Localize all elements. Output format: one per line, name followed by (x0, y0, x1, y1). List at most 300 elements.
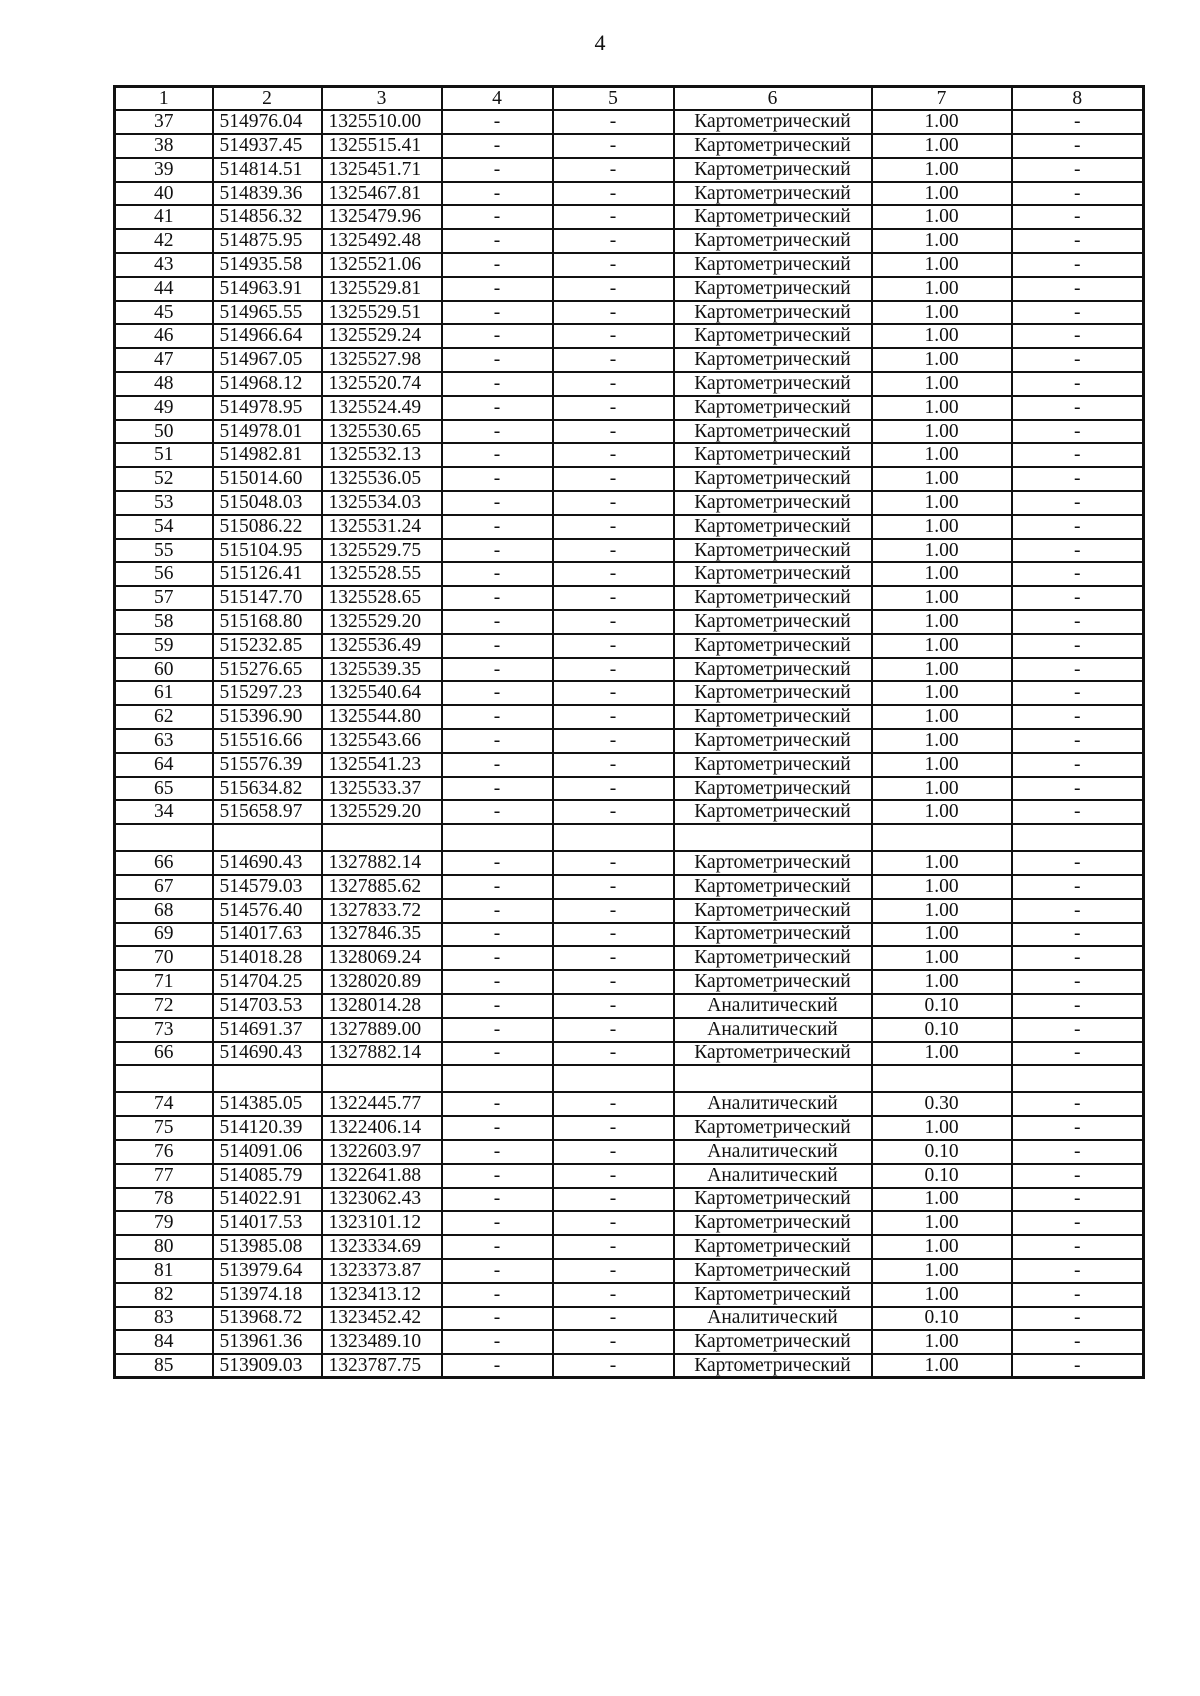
y-coordinate-cell: 1325539.35 (322, 658, 442, 682)
column-4-cell: - (442, 443, 553, 467)
method-cell: Картометрический (674, 562, 872, 586)
table-row (115, 658, 1144, 682)
y-coordinate-cell: 1325529.24 (322, 324, 442, 348)
column-4-cell: - (442, 875, 553, 899)
y-coordinate-cell: 1323452.42 (322, 1307, 442, 1331)
column-4-cell: - (442, 134, 553, 158)
column-4-cell: - (442, 205, 553, 229)
column-4-cell: - (442, 946, 553, 970)
y-coordinate-cell: 1325532.13 (322, 443, 442, 467)
method-cell: Картометрический (674, 1354, 872, 1378)
column-5-cell: - (553, 182, 674, 206)
point-number-cell: 45 (115, 301, 213, 325)
table-row (115, 1065, 1144, 1092)
column-5-cell: - (553, 324, 674, 348)
point-number-cell: 44 (115, 277, 213, 301)
table-row (115, 634, 1144, 658)
method-cell (674, 1065, 872, 1092)
column-5-cell: - (553, 1018, 674, 1042)
point-number-cell: 66 (115, 1042, 213, 1066)
x-coordinate-cell: 514085.79 (213, 1164, 322, 1188)
y-coordinate-cell: 1325529.20 (322, 800, 442, 824)
column-5-cell: - (553, 396, 674, 420)
column-8-cell (1012, 1065, 1144, 1092)
table-row (115, 753, 1144, 777)
y-coordinate-cell: 1325533.37 (322, 777, 442, 801)
method-cell: Аналитический (674, 1307, 872, 1331)
column-5-cell: - (553, 681, 674, 705)
point-number-cell: 50 (115, 420, 213, 444)
column-8-cell: - (1012, 372, 1144, 396)
x-coordinate-cell: 513968.72 (213, 1307, 322, 1331)
y-coordinate-cell: 1325510.00 (322, 110, 442, 134)
column-4-cell: - (442, 110, 553, 134)
x-coordinate-cell: 515168.80 (213, 610, 322, 634)
column-8-cell: - (1012, 134, 1144, 158)
column-8-cell: - (1012, 1140, 1144, 1164)
table-row (115, 229, 1144, 253)
y-coordinate-cell: 1327882.14 (322, 1042, 442, 1066)
method-cell: Картометрический (674, 1330, 872, 1354)
method-cell: Картометрический (674, 634, 872, 658)
point-number-cell: 72 (115, 994, 213, 1018)
point-number-cell: 76 (115, 1140, 213, 1164)
y-coordinate-cell: 1325529.20 (322, 610, 442, 634)
x-coordinate-cell: 514690.43 (213, 1042, 322, 1066)
column-8-cell: - (1012, 420, 1144, 444)
y-coordinate-cell: 1325515.41 (322, 134, 442, 158)
y-coordinate-cell: 1325527.98 (322, 348, 442, 372)
point-number-cell: 62 (115, 705, 213, 729)
column-5-cell: - (553, 1116, 674, 1140)
table-body (115, 110, 1144, 1378)
accuracy-cell: 1.00 (872, 1259, 1012, 1283)
table-row (115, 443, 1144, 467)
y-coordinate-cell: 1325492.48 (322, 229, 442, 253)
y-coordinate-cell: 1327833.72 (322, 899, 442, 923)
method-cell: Аналитический (674, 994, 872, 1018)
column-4-cell: - (442, 681, 553, 705)
column-4-cell: - (442, 634, 553, 658)
point-number-cell: 55 (115, 539, 213, 563)
table-row (115, 1140, 1144, 1164)
column-8-cell: - (1012, 753, 1144, 777)
accuracy-cell: 1.00 (872, 1042, 1012, 1066)
x-coordinate-cell: 514017.63 (213, 923, 322, 947)
column-4-cell: - (442, 899, 553, 923)
column-8-cell: - (1012, 324, 1144, 348)
point-number-cell: 34 (115, 800, 213, 824)
accuracy-cell: 1.00 (872, 729, 1012, 753)
column-5-cell: - (553, 923, 674, 947)
accuracy-cell: 0.10 (872, 1164, 1012, 1188)
x-coordinate-cell: 514691.37 (213, 1018, 322, 1042)
column-8-cell: - (1012, 946, 1144, 970)
x-coordinate-cell: 514022.91 (213, 1188, 322, 1212)
point-number-cell: 66 (115, 851, 213, 875)
accuracy-cell: 1.00 (872, 562, 1012, 586)
x-coordinate-cell: 514978.95 (213, 396, 322, 420)
column-4-cell: - (442, 777, 553, 801)
point-number-cell: 61 (115, 681, 213, 705)
table-row (115, 1018, 1144, 1042)
y-coordinate-cell: 1322603.97 (322, 1140, 442, 1164)
point-number-cell: 79 (115, 1211, 213, 1235)
x-coordinate-cell: 514690.43 (213, 851, 322, 875)
method-cell: Картометрический (674, 586, 872, 610)
method-cell: Аналитический (674, 1092, 872, 1116)
x-coordinate-cell: 514875.95 (213, 229, 322, 253)
x-coordinate-cell: 515104.95 (213, 539, 322, 563)
column-8-cell: - (1012, 277, 1144, 301)
column-5-cell: - (553, 946, 674, 970)
table-row (115, 134, 1144, 158)
x-coordinate-cell (213, 1065, 322, 1092)
column-8-cell: - (1012, 1092, 1144, 1116)
column-5-cell: - (553, 134, 674, 158)
method-cell: Картометрический (674, 1235, 872, 1259)
column-8-cell: - (1012, 301, 1144, 325)
accuracy-cell: 1.00 (872, 539, 1012, 563)
column-4-cell: - (442, 800, 553, 824)
column-5-cell: - (553, 1092, 674, 1116)
table-row (115, 1188, 1144, 1212)
accuracy-cell: 1.00 (872, 681, 1012, 705)
y-coordinate-cell: 1323334.69 (322, 1235, 442, 1259)
column-5-cell: - (553, 515, 674, 539)
column-8-cell: - (1012, 205, 1144, 229)
y-coordinate-cell: 1327846.35 (322, 923, 442, 947)
table-row (115, 539, 1144, 563)
column-8-cell: - (1012, 491, 1144, 515)
y-coordinate-cell: 1325528.65 (322, 586, 442, 610)
y-coordinate-cell: 1323373.87 (322, 1259, 442, 1283)
column-8-cell: - (1012, 1164, 1144, 1188)
accuracy-cell: 1.00 (872, 800, 1012, 824)
column-8-cell: - (1012, 1354, 1144, 1378)
column-5-cell: - (553, 875, 674, 899)
column-header: 7 (872, 87, 1012, 111)
method-cell: Картометрический (674, 1211, 872, 1235)
column-header: 2 (213, 87, 322, 111)
column-4-cell: - (442, 396, 553, 420)
point-number-cell: 63 (115, 729, 213, 753)
point-number-cell: 81 (115, 1259, 213, 1283)
column-4-cell: - (442, 562, 553, 586)
accuracy-cell: 1.00 (872, 634, 1012, 658)
point-number-cell (115, 824, 213, 851)
y-coordinate-cell: 1325531.24 (322, 515, 442, 539)
y-coordinate-cell: 1328020.89 (322, 970, 442, 994)
x-coordinate-cell: 514091.06 (213, 1140, 322, 1164)
column-8-cell: - (1012, 705, 1144, 729)
column-5-cell: - (553, 1259, 674, 1283)
point-number-cell: 84 (115, 1330, 213, 1354)
method-cell: Картометрический (674, 1188, 872, 1212)
accuracy-cell: 1.00 (872, 705, 1012, 729)
coordinates-table (113, 85, 1145, 1379)
accuracy-cell: 1.00 (872, 1235, 1012, 1259)
point-number-cell: 48 (115, 372, 213, 396)
y-coordinate-cell: 1323413.12 (322, 1283, 442, 1307)
table-row (115, 1042, 1144, 1066)
column-8-cell: - (1012, 467, 1144, 491)
table-row (115, 467, 1144, 491)
column-5-cell: - (553, 562, 674, 586)
column-4-cell: - (442, 994, 553, 1018)
x-coordinate-cell: 514120.39 (213, 1116, 322, 1140)
table-row (115, 705, 1144, 729)
table-row (115, 851, 1144, 875)
table-row (115, 1283, 1144, 1307)
x-coordinate-cell: 515576.39 (213, 753, 322, 777)
column-5-cell: - (553, 1164, 674, 1188)
method-cell: Аналитический (674, 1140, 872, 1164)
x-coordinate-cell: 515086.22 (213, 515, 322, 539)
y-coordinate-cell: 1325528.55 (322, 562, 442, 586)
table-row (115, 324, 1144, 348)
column-8-cell: - (1012, 1259, 1144, 1283)
table-row (115, 875, 1144, 899)
column-5-cell: - (553, 777, 674, 801)
point-number-cell: 40 (115, 182, 213, 206)
method-cell: Картометрический (674, 324, 872, 348)
point-number-cell: 67 (115, 875, 213, 899)
point-number-cell: 68 (115, 899, 213, 923)
column-header: 1 (115, 87, 213, 111)
y-coordinate-cell: 1325540.64 (322, 681, 442, 705)
table-row (115, 824, 1144, 851)
method-cell (674, 824, 872, 851)
column-5-cell: - (553, 994, 674, 1018)
y-coordinate-cell: 1323101.12 (322, 1211, 442, 1235)
x-coordinate-cell: 513961.36 (213, 1330, 322, 1354)
column-8-cell: - (1012, 110, 1144, 134)
y-coordinate-cell: 1327889.00 (322, 1018, 442, 1042)
method-cell: Картометрический (674, 777, 872, 801)
column-5-cell: - (553, 301, 674, 325)
column-8-cell: - (1012, 681, 1144, 705)
x-coordinate-cell: 513909.03 (213, 1354, 322, 1378)
column-4-cell: - (442, 1354, 553, 1378)
accuracy-cell: 1.00 (872, 923, 1012, 947)
accuracy-cell: 1.00 (872, 110, 1012, 134)
column-5-cell: - (553, 634, 674, 658)
accuracy-cell: 1.00 (872, 1354, 1012, 1378)
point-number-cell: 78 (115, 1188, 213, 1212)
table-row (115, 729, 1144, 753)
column-4-cell: - (442, 1259, 553, 1283)
accuracy-cell: 1.00 (872, 753, 1012, 777)
column-8-cell: - (1012, 158, 1144, 182)
table-row (115, 372, 1144, 396)
x-coordinate-cell: 514966.64 (213, 324, 322, 348)
accuracy-cell: 1.00 (872, 946, 1012, 970)
y-coordinate-cell: 1325543.66 (322, 729, 442, 753)
column-5-cell: - (553, 851, 674, 875)
method-cell: Картометрический (674, 182, 872, 206)
column-5-cell: - (553, 705, 674, 729)
accuracy-cell: 1.00 (872, 610, 1012, 634)
column-4-cell: - (442, 515, 553, 539)
table-row (115, 253, 1144, 277)
accuracy-cell: 0.10 (872, 1018, 1012, 1042)
point-number-cell: 43 (115, 253, 213, 277)
y-coordinate-cell (322, 824, 442, 851)
y-coordinate-cell: 1325534.03 (322, 491, 442, 515)
accuracy-cell: 1.00 (872, 253, 1012, 277)
x-coordinate-cell: 514937.45 (213, 134, 322, 158)
method-cell: Картометрический (674, 420, 872, 444)
method-cell: Картометрический (674, 681, 872, 705)
column-8-cell: - (1012, 1307, 1144, 1331)
column-5-cell: - (553, 443, 674, 467)
column-8-cell: - (1012, 515, 1144, 539)
column-5-cell: - (553, 110, 674, 134)
point-number-cell: 74 (115, 1092, 213, 1116)
x-coordinate-cell: 514018.28 (213, 946, 322, 970)
y-coordinate-cell: 1325529.75 (322, 539, 442, 563)
point-number-cell: 41 (115, 205, 213, 229)
column-4-cell: - (442, 729, 553, 753)
column-header: 8 (1012, 87, 1144, 111)
x-coordinate-cell: 514814.51 (213, 158, 322, 182)
method-cell: Аналитический (674, 1018, 872, 1042)
x-coordinate-cell: 515658.97 (213, 800, 322, 824)
x-coordinate-cell: 515048.03 (213, 491, 322, 515)
column-5-cell: - (553, 372, 674, 396)
column-8-cell (1012, 824, 1144, 851)
x-coordinate-cell: 514385.05 (213, 1092, 322, 1116)
column-5-cell: - (553, 1211, 674, 1235)
x-coordinate-cell: 514967.05 (213, 348, 322, 372)
column-4-cell: - (442, 1092, 553, 1116)
column-4-cell: - (442, 420, 553, 444)
table-row (115, 946, 1144, 970)
table-row (115, 970, 1144, 994)
column-5-cell: - (553, 539, 674, 563)
point-number-cell: 85 (115, 1354, 213, 1378)
x-coordinate-cell: 514856.32 (213, 205, 322, 229)
x-coordinate-cell: 514978.01 (213, 420, 322, 444)
y-coordinate-cell: 1325451.71 (322, 158, 442, 182)
accuracy-cell: 1.00 (872, 899, 1012, 923)
table-row (115, 1307, 1144, 1331)
x-coordinate-cell: 513985.08 (213, 1235, 322, 1259)
table-row (115, 586, 1144, 610)
y-coordinate-cell: 1325541.23 (322, 753, 442, 777)
x-coordinate-cell: 515126.41 (213, 562, 322, 586)
point-number-cell: 39 (115, 158, 213, 182)
accuracy-cell: 1.00 (872, 491, 1012, 515)
point-number-cell: 71 (115, 970, 213, 994)
table-row (115, 1164, 1144, 1188)
column-5-cell: - (553, 1307, 674, 1331)
point-number-cell: 75 (115, 1116, 213, 1140)
column-5-cell: - (553, 1140, 674, 1164)
y-coordinate-cell: 1323062.43 (322, 1188, 442, 1212)
column-5-cell: - (553, 658, 674, 682)
point-number-cell: 77 (115, 1164, 213, 1188)
column-4-cell: - (442, 586, 553, 610)
accuracy-cell: 1.00 (872, 1116, 1012, 1140)
x-coordinate-cell: 514968.12 (213, 372, 322, 396)
y-coordinate-cell: 1328069.24 (322, 946, 442, 970)
x-coordinate-cell: 514576.40 (213, 899, 322, 923)
accuracy-cell: 1.00 (872, 348, 1012, 372)
method-cell: Картометрический (674, 610, 872, 634)
column-8-cell: - (1012, 777, 1144, 801)
x-coordinate-cell: 515014.60 (213, 467, 322, 491)
table-row (115, 491, 1144, 515)
column-4-cell: - (442, 753, 553, 777)
column-4-cell: - (442, 467, 553, 491)
column-header: 6 (674, 87, 872, 111)
column-5-cell: - (553, 1283, 674, 1307)
table-row (115, 1211, 1144, 1235)
y-coordinate-cell: 1325530.65 (322, 420, 442, 444)
column-8-cell: - (1012, 1211, 1144, 1235)
accuracy-cell: 1.00 (872, 1188, 1012, 1212)
method-cell: Картометрический (674, 875, 872, 899)
point-number-cell (115, 1065, 213, 1092)
method-cell: Картометрический (674, 253, 872, 277)
table-row (115, 205, 1144, 229)
table-row (115, 899, 1144, 923)
column-4-cell: - (442, 1164, 553, 1188)
method-cell: Картометрический (674, 753, 872, 777)
point-number-cell: 47 (115, 348, 213, 372)
page-number: 4 (594, 30, 606, 55)
accuracy-cell: 1.00 (872, 301, 1012, 325)
table-row (115, 994, 1144, 1018)
column-8-cell: - (1012, 899, 1144, 923)
column-8-cell: - (1012, 396, 1144, 420)
column-8-cell: - (1012, 1235, 1144, 1259)
column-5-cell: - (553, 1354, 674, 1378)
column-5-cell: - (553, 729, 674, 753)
column-4-cell: - (442, 705, 553, 729)
method-cell: Картометрический (674, 970, 872, 994)
point-number-cell: 46 (115, 324, 213, 348)
column-8-cell: - (1012, 923, 1144, 947)
column-5-cell: - (553, 348, 674, 372)
column-4-cell: - (442, 253, 553, 277)
x-coordinate-cell: 514935.58 (213, 253, 322, 277)
method-cell: Картометрический (674, 491, 872, 515)
point-number-cell: 53 (115, 491, 213, 515)
column-4-cell: - (442, 324, 553, 348)
column-8-cell: - (1012, 562, 1144, 586)
column-8-cell: - (1012, 610, 1144, 634)
y-coordinate-cell: 1328014.28 (322, 994, 442, 1018)
column-4-cell: - (442, 610, 553, 634)
x-coordinate-cell: 514976.04 (213, 110, 322, 134)
point-number-cell: 54 (115, 515, 213, 539)
y-coordinate-cell: 1325536.05 (322, 467, 442, 491)
table-row (115, 562, 1144, 586)
column-4-cell: - (442, 1211, 553, 1235)
column-5-cell: - (553, 899, 674, 923)
method-cell: Картометрический (674, 229, 872, 253)
column-5-cell: - (553, 753, 674, 777)
x-coordinate-cell: 515516.66 (213, 729, 322, 753)
table-row (115, 923, 1144, 947)
method-cell: Картометрический (674, 851, 872, 875)
column-5-cell: - (553, 420, 674, 444)
column-8-cell: - (1012, 229, 1144, 253)
accuracy-cell: 1.00 (872, 1330, 1012, 1354)
